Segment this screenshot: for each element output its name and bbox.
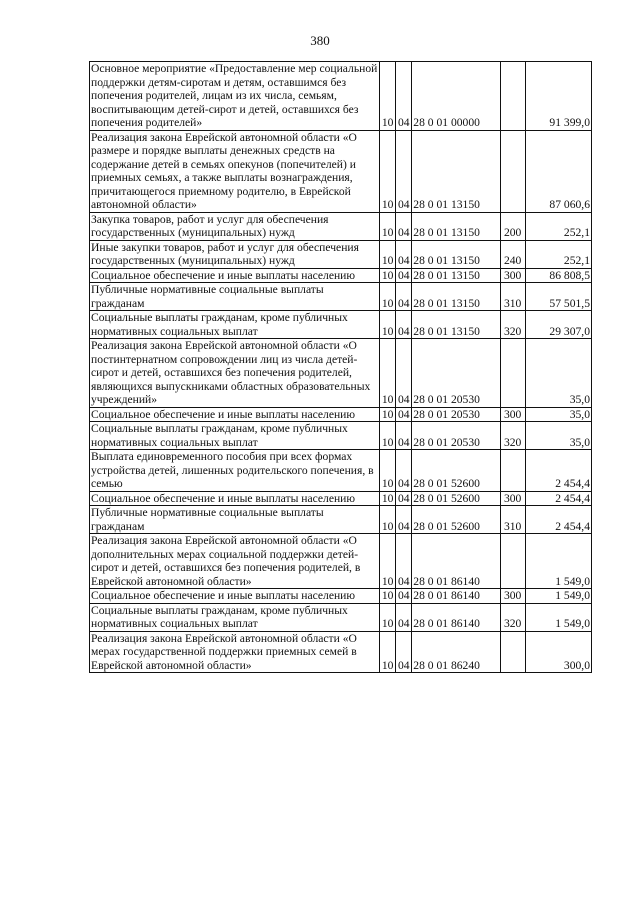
row-name-cell: Социальные выплаты гражданам, кроме публичных нормативных социальных выплат	[90, 603, 380, 631]
table-row	[90, 130, 592, 212]
target-article-cell: 28 0 01 13150	[412, 311, 500, 339]
amount-cell: 57 501,5	[525, 283, 591, 311]
amount-cell: 252,1	[525, 212, 591, 240]
amount-cell: 2 454,4	[525, 491, 591, 506]
amount-cell: 87 060,6	[525, 130, 591, 212]
subsection-code-cell: 04	[396, 268, 412, 283]
amount-cell: 91 399,0	[525, 62, 591, 131]
row-name-cell: Публичные нормативные социальные выплаты гражданам	[90, 506, 380, 534]
row-name-cell: Иные закупки товаров, работ и услуг для обеспечения государственных (муниципальных) нужд	[90, 240, 380, 268]
subsection-code-cell: 04	[396, 603, 412, 631]
row-name-cell: Основное мероприятие «Предоставление мер социальной поддержки детям-сиротам и детям, оставшимся без попечения родителей, лицам из их числа, семьям, воспитывающим детей-сирот и детей, оставшихся без попечения родителей»	[90, 62, 380, 131]
section-code-cell: 10	[380, 631, 396, 673]
section-code-cell: 10	[380, 283, 396, 311]
subsection-code-cell: 04	[396, 62, 412, 131]
section-code-cell: 10	[380, 130, 396, 212]
subsection-code-cell: 04	[396, 534, 412, 589]
amount-cell: 35,0	[525, 422, 591, 450]
target-article-cell: 28 0 01 86240	[412, 631, 500, 673]
table-row	[90, 506, 592, 534]
table-row	[90, 422, 592, 450]
expense-type-cell: 310	[500, 506, 525, 534]
table-row	[90, 240, 592, 268]
section-code-cell: 10	[380, 589, 396, 604]
amount-cell: 35,0	[525, 339, 591, 408]
row-name-cell: Социальное обеспечение и иные выплаты населению	[90, 491, 380, 506]
row-name-cell: Реализация закона Еврейской автономной области «О размере и порядке выплаты денежных средств на содержание детей в семьях опекунов (попечителей) и приемных семьях, а также выплаты вознаграждения, причитающегося приемному родителю, в Еврейской автономной области»	[90, 130, 380, 212]
row-name-cell: Реализация закона Еврейской автономной области «О постинтернатном сопровождении лиц из числа детей-сирот и детей, оставшихся без попечения родителей, являющихся выпускниками областных образовательных учреждений»	[90, 339, 380, 408]
section-code-cell: 10	[380, 62, 396, 131]
table-row	[90, 589, 592, 604]
expense-type-cell: 310	[500, 283, 525, 311]
table-row	[90, 212, 592, 240]
table-row	[90, 407, 592, 422]
section-code-cell: 10	[380, 268, 396, 283]
table-row	[90, 268, 592, 283]
table-row	[90, 339, 592, 408]
target-article-cell: 28 0 01 20530	[412, 407, 500, 422]
table-body	[90, 62, 592, 673]
expense-type-cell	[500, 339, 525, 408]
expense-type-cell: 300	[500, 407, 525, 422]
target-article-cell: 28 0 01 13150	[412, 240, 500, 268]
target-article-cell: 28 0 01 86140	[412, 603, 500, 631]
target-article-cell: 28 0 01 20530	[412, 339, 500, 408]
row-name-cell: Социальное обеспечение и иные выплаты населению	[90, 589, 380, 604]
target-article-cell: 28 0 01 00000	[412, 62, 500, 131]
amount-cell: 86 808,5	[525, 268, 591, 283]
expense-type-cell	[500, 631, 525, 673]
expense-type-cell: 300	[500, 589, 525, 604]
target-article-cell: 28 0 01 13150	[412, 130, 500, 212]
subsection-code-cell: 04	[396, 589, 412, 604]
target-article-cell: 28 0 01 86140	[412, 534, 500, 589]
subsection-code-cell: 04	[396, 240, 412, 268]
amount-cell: 1 549,0	[525, 603, 591, 631]
target-article-cell: 28 0 01 52600	[412, 491, 500, 506]
expense-type-cell: 320	[500, 311, 525, 339]
target-article-cell: 28 0 01 13150	[412, 212, 500, 240]
expense-type-cell	[500, 62, 525, 131]
subsection-code-cell: 04	[396, 407, 412, 422]
expense-type-cell: 240	[500, 240, 525, 268]
section-code-cell: 10	[380, 534, 396, 589]
target-article-cell: 28 0 01 20530	[412, 422, 500, 450]
row-name-cell: Социальные выплаты гражданам, кроме публичных нормативных социальных выплат	[90, 422, 380, 450]
target-article-cell: 28 0 01 13150	[412, 268, 500, 283]
section-code-cell: 10	[380, 240, 396, 268]
section-code-cell: 10	[380, 407, 396, 422]
subsection-code-cell: 04	[396, 212, 412, 240]
amount-cell: 1 549,0	[525, 534, 591, 589]
subsection-code-cell: 04	[396, 283, 412, 311]
subsection-code-cell: 04	[396, 311, 412, 339]
section-code-cell: 10	[380, 603, 396, 631]
target-article-cell: 28 0 01 52600	[412, 450, 500, 492]
subsection-code-cell: 04	[396, 491, 412, 506]
amount-cell: 2 454,4	[525, 450, 591, 492]
subsection-code-cell: 04	[396, 450, 412, 492]
amount-cell: 300,0	[525, 631, 591, 673]
target-article-cell: 28 0 01 86140	[412, 589, 500, 604]
expense-type-cell	[500, 130, 525, 212]
section-code-cell: 10	[380, 212, 396, 240]
row-name-cell: Социальные выплаты гражданам, кроме публичных нормативных социальных выплат	[90, 311, 380, 339]
budget-table	[89, 61, 592, 673]
row-name-cell: Публичные нормативные социальные выплаты гражданам	[90, 283, 380, 311]
amount-cell: 35,0	[525, 407, 591, 422]
table-row	[90, 491, 592, 506]
target-article-cell: 28 0 01 52600	[412, 506, 500, 534]
page-number: 380	[310, 33, 330, 48]
row-name-cell: Реализация закона Еврейской автономной области «О мерах государственной поддержки приемных семей в Еврейской автономной области»	[90, 631, 380, 673]
row-name-cell: Выплата единовременного пособия при всех формах устройства детей, лишенных родительского попечения, в семью	[90, 450, 380, 492]
section-code-cell: 10	[380, 422, 396, 450]
table-row	[90, 283, 592, 311]
expense-type-cell: 300	[500, 268, 525, 283]
section-code-cell: 10	[380, 339, 396, 408]
subsection-code-cell: 04	[396, 422, 412, 450]
table-row	[90, 603, 592, 631]
subsection-code-cell: 04	[396, 130, 412, 212]
section-code-cell: 10	[380, 450, 396, 492]
table-row	[90, 311, 592, 339]
subsection-code-cell: 04	[396, 339, 412, 408]
expense-type-cell	[500, 450, 525, 492]
section-code-cell: 10	[380, 311, 396, 339]
row-name-cell: Социальное обеспечение и иные выплаты населению	[90, 268, 380, 283]
section-code-cell: 10	[380, 506, 396, 534]
row-name-cell: Реализация закона Еврейской автономной области «О дополнительных мерах социальной поддержки детей-сирот и детей, оставшихся без попечения родителей, в Еврейской автономной области»	[90, 534, 380, 589]
target-article-cell: 28 0 01 13150	[412, 283, 500, 311]
expense-type-cell	[500, 534, 525, 589]
row-name-cell: Социальное обеспечение и иные выплаты населению	[90, 407, 380, 422]
amount-cell: 2 454,4	[525, 506, 591, 534]
expense-type-cell: 300	[500, 491, 525, 506]
subsection-code-cell: 04	[396, 631, 412, 673]
table-row	[90, 631, 592, 673]
table-row	[90, 450, 592, 492]
table-row	[90, 534, 592, 589]
row-name-cell: Закупка товаров, работ и услуг для обеспечения государственных (муниципальных) нужд	[90, 212, 380, 240]
expense-type-cell: 200	[500, 212, 525, 240]
amount-cell: 252,1	[525, 240, 591, 268]
table-row	[90, 62, 592, 131]
amount-cell: 29 307,0	[525, 311, 591, 339]
expense-type-cell: 320	[500, 422, 525, 450]
expense-type-cell: 320	[500, 603, 525, 631]
amount-cell: 1 549,0	[525, 589, 591, 604]
subsection-code-cell: 04	[396, 506, 412, 534]
section-code-cell: 10	[380, 491, 396, 506]
